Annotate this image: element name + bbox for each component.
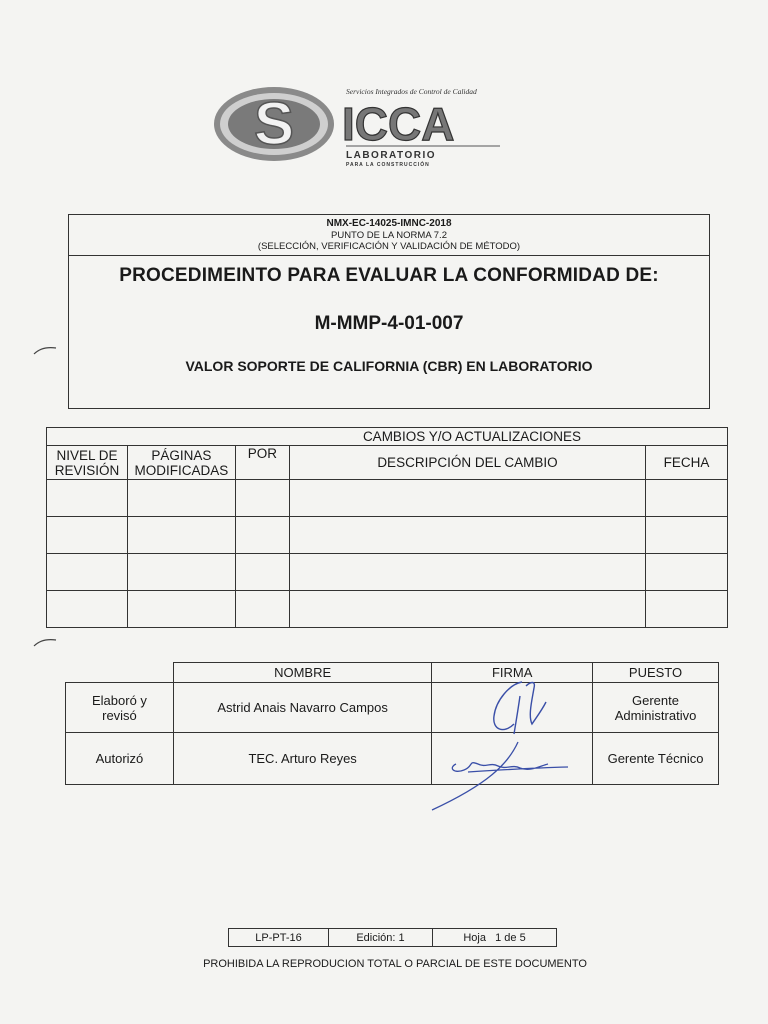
signature-name: TEC. Arturo Reyes bbox=[173, 733, 431, 785]
col-descripcion: DESCRIPCIÓN DEL CAMBIO bbox=[289, 446, 645, 480]
scan-mark bbox=[32, 636, 58, 650]
changes-table bbox=[46, 427, 728, 628]
norm-point: PUNTO DE LA NORMA 7.2 bbox=[331, 230, 447, 241]
sicca-logo bbox=[212, 78, 532, 174]
procedure-subtitle: VALOR SOPORTE DE CALIFORNIA (CBR) EN LABORATORIO bbox=[185, 358, 593, 374]
logo-tagline: Servicios Integrados de Control de Calidad bbox=[346, 87, 477, 96]
table-row bbox=[47, 480, 728, 517]
logo-brand: ICCA bbox=[342, 98, 455, 150]
procedure-code: M-MMP-4-01-007 bbox=[314, 313, 464, 334]
footer-edition: Edición: 1 bbox=[329, 929, 433, 947]
signature-role: Autorizó bbox=[66, 733, 174, 785]
col-puesto: PUESTO bbox=[593, 663, 719, 683]
signature-position: Gerente Técnico bbox=[593, 733, 719, 785]
col-paginas-modificadas: PÁGINAS MODIFICADAS bbox=[127, 446, 235, 480]
table-row bbox=[47, 554, 728, 591]
norm-scope: (SELECCIÓN, VERIFICACIÓN Y VALIDACIÓN DE MÉTODO) bbox=[257, 241, 521, 252]
signature-row bbox=[66, 733, 719, 785]
footer-doc-code: LP-PT-16 bbox=[229, 929, 329, 947]
logo-letter: S bbox=[253, 90, 295, 157]
norm-reference bbox=[69, 215, 709, 256]
col-por: POR bbox=[235, 446, 289, 480]
signature-arturo bbox=[428, 734, 578, 814]
norm-code: NMX-EC-14025-IMNC-2018 bbox=[326, 218, 452, 229]
signature-table bbox=[65, 662, 719, 785]
signature-name: Astrid Anais Navarro Campos bbox=[173, 683, 431, 733]
procedure-title: PROCEDIMEINTO PARA EVALUAR LA CONFORMIDAD DE: bbox=[119, 265, 659, 286]
col-fecha: FECHA bbox=[646, 446, 728, 480]
footer-sheet: Hoja 1 de 5 bbox=[433, 929, 557, 947]
col-nombre: NOMBRE bbox=[173, 663, 431, 683]
signature-role: Elaboró y revisó bbox=[66, 683, 174, 733]
logo-sub: PARA LA CONSTRUCCIÓN bbox=[346, 162, 430, 168]
header-box bbox=[68, 214, 710, 409]
col-firma: FIRMA bbox=[432, 663, 593, 683]
logo-graphic bbox=[212, 78, 532, 174]
changes-caption: CAMBIOS Y/O ACTUALIZACIONES bbox=[47, 428, 728, 446]
table-row bbox=[47, 517, 728, 554]
signature-row bbox=[66, 683, 719, 733]
signature-astrid bbox=[480, 672, 560, 742]
table-row bbox=[47, 591, 728, 628]
col-nivel-revision: NIVEL DE REVISIÓN bbox=[47, 446, 128, 480]
logo-lab: LABORATORIO bbox=[346, 150, 437, 161]
scan-mark bbox=[32, 344, 58, 358]
signature-position: Gerente Administrativo bbox=[593, 683, 719, 733]
footer-notice: PROHIBIDA LA REPRODUCION TOTAL O PARCIAL DE ESTE DOCUMENTO bbox=[203, 958, 587, 970]
footer-box bbox=[228, 928, 557, 947]
